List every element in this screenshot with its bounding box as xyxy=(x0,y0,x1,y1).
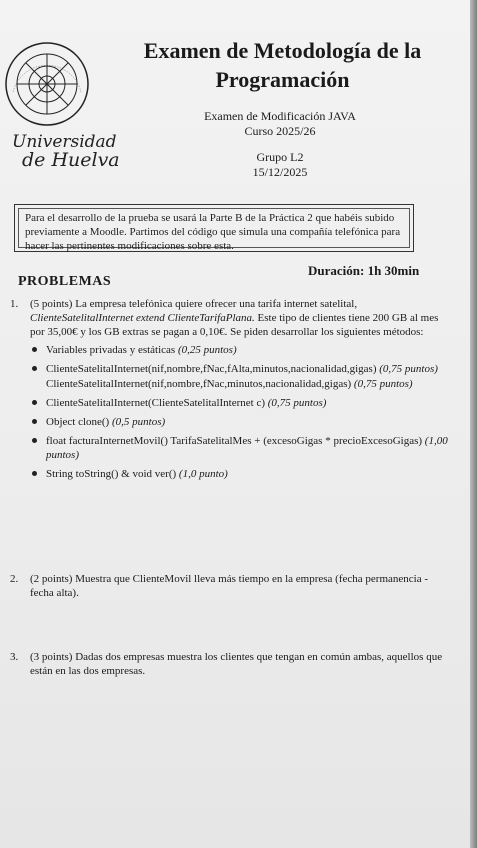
university-wordmark xyxy=(12,134,120,170)
exam-type: Examen de Modificación JAVA xyxy=(204,109,356,123)
list-item: float facturaInternetMovil() TarifaSatelitalMes + (excesoGigas * precioExcesoGigas) (1,00 puntos) xyxy=(30,434,450,462)
list-item: String toString() & void ver() (1,0 punto) xyxy=(30,467,450,481)
page-edge-shadow xyxy=(470,0,477,848)
wordmark-line1: Universidad xyxy=(12,132,117,152)
q1-method-list xyxy=(30,343,450,481)
course: Curso 2025/26 xyxy=(244,124,316,138)
question-1 xyxy=(10,297,450,486)
list-item: Object clone() (0,5 puntos) xyxy=(30,415,450,429)
title-line2: Programación xyxy=(215,67,350,92)
q2-text: (2 points) Muestra que ClienteMovil lleva más tiempo en la empresa (fecha permanencia - fecha alta). xyxy=(30,573,428,599)
question-number: 2. xyxy=(10,573,19,585)
intro-box xyxy=(14,204,414,252)
list-item: ClienteSatelitalInternet(nif,nombre,fNac,fAlta,minutos,nacionalidad,gigas) (0,75 puntos) ClienteSatelitalInternet(nif,nombre,fNac,minutos,nacionalidad,gigas) (0,75 puntos) xyxy=(30,362,450,391)
title-line1: Examen de Metodología de la xyxy=(143,38,422,63)
duration: Duración: 1h 30min xyxy=(308,263,420,278)
list-item: ClienteSatelitalInternet(ClienteSatelitalInternet c) (0,75 puntos) xyxy=(30,396,450,410)
question-2 xyxy=(10,572,450,600)
section-title: PROBLEMAS xyxy=(18,274,112,289)
q1-text-c: Este tipo de clientes tiene 200 GB al mes por 35,00€ y los GB extras se pagan a 0,10€. Se piden desarrollar los siguientes métodos: xyxy=(30,312,439,338)
q1-class-def: ClienteSatelitalInternet extend ClienteTarifaPlana. xyxy=(30,312,255,324)
exam-date: 15/12/2025 xyxy=(252,165,308,179)
q1-text-a: (5 points) La empresa telefónica quiere ofrecer una tarifa internet satelital, xyxy=(30,298,358,310)
question-3 xyxy=(10,650,450,678)
wordmark-line2: de Huelva xyxy=(22,149,120,171)
question-number: 3. xyxy=(10,651,19,663)
group: Grupo L2 xyxy=(256,150,304,164)
exam-title xyxy=(100,36,465,94)
intro-text: Para el desarrollo de la prueba se usará la Parte B de la Práctica 2 que habéis subido previamente a Moodle. Partimos del código que simula una compañía telefónica para hacer las pertinentes modificaciones sobre esta. xyxy=(18,208,410,248)
q3-text: (3 points) Dadas dos empresas muestra los clientes que tengan en común ambas, aquellos que están en las dos empresas. xyxy=(30,651,443,677)
list-item: Variables privadas y estáticas (0,25 puntos) xyxy=(30,343,450,357)
university-seal-icon xyxy=(3,40,91,128)
question-number: 1. xyxy=(10,298,19,310)
